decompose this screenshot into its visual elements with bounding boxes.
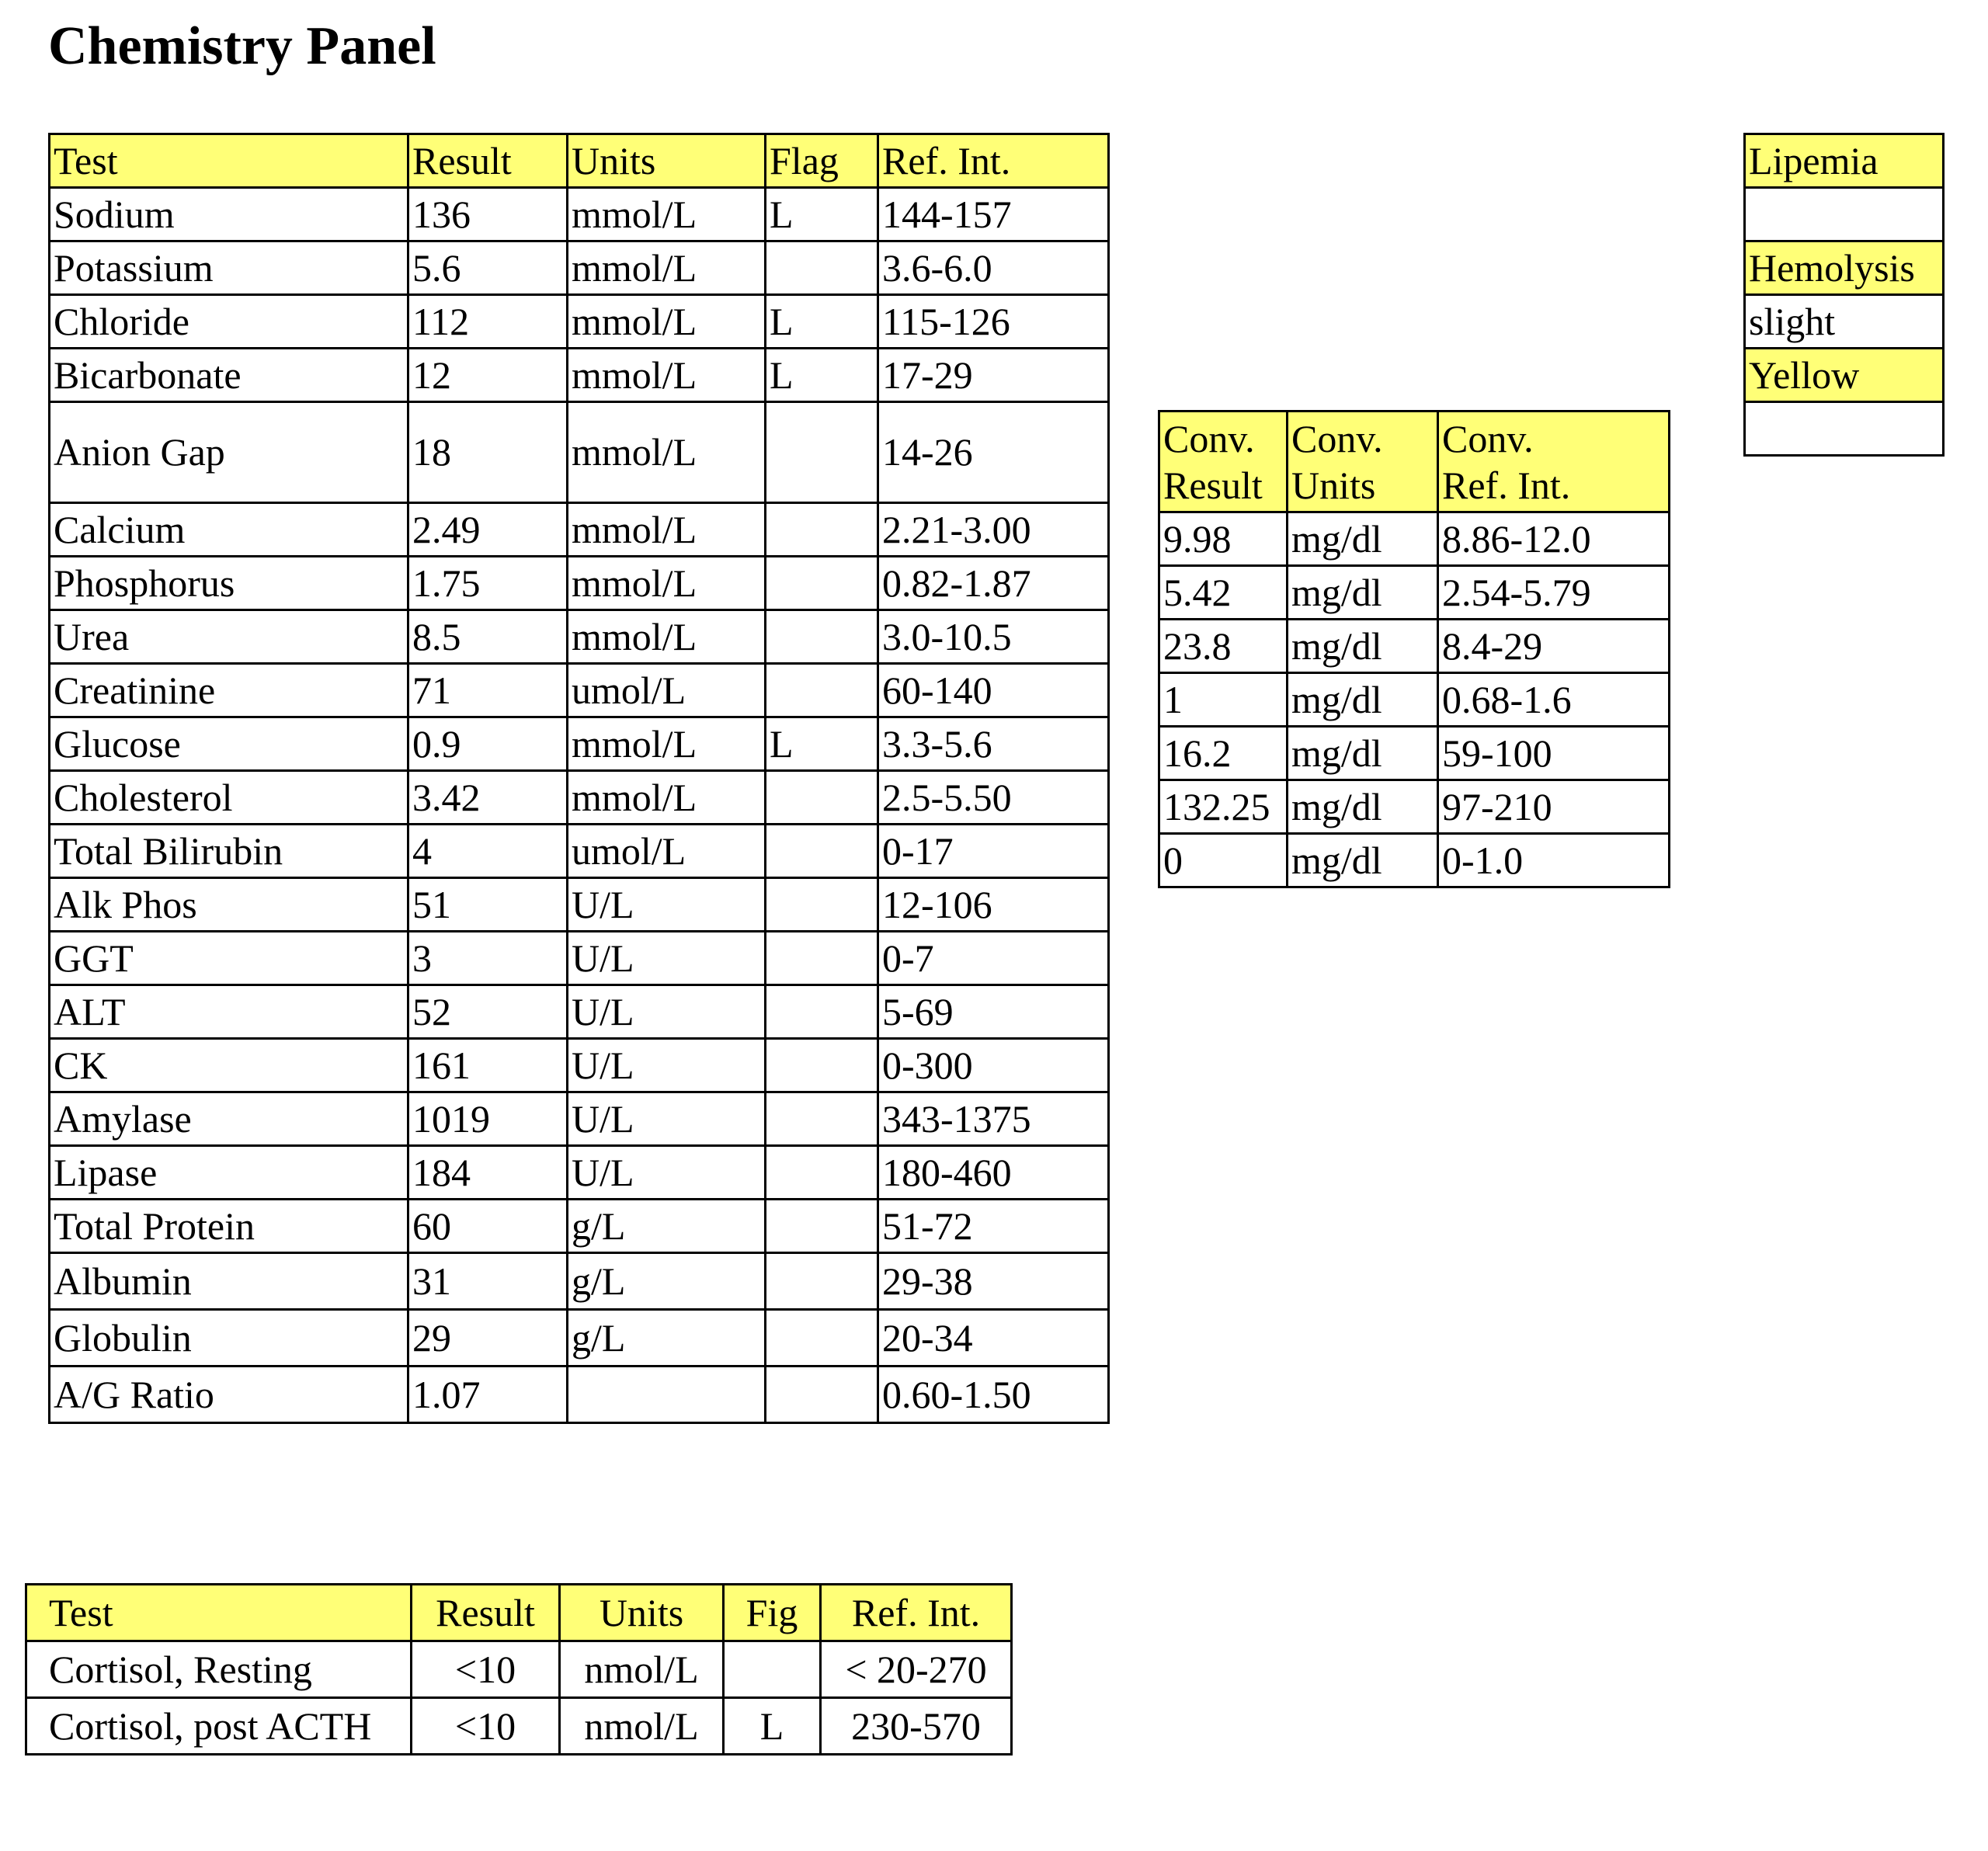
- flag-cell: L: [766, 717, 878, 771]
- units-cell: mmol/L: [568, 295, 766, 349]
- result-cell: 18: [408, 402, 568, 503]
- table-row: [50, 1092, 1109, 1146]
- ref-int-cell: 29-38: [878, 1253, 1109, 1310]
- column-header: Fig: [724, 1585, 821, 1641]
- units-cell: U/L: [568, 1146, 766, 1200]
- table-row: [1159, 780, 1670, 834]
- table-row: [1159, 727, 1670, 780]
- ref-int-cell: 51-72: [878, 1200, 1109, 1253]
- header-line: Result: [1163, 463, 1263, 507]
- table-row: [1159, 834, 1670, 887]
- ref-int-cell: 0.82-1.87: [878, 557, 1109, 610]
- conv-result-cell: 0: [1159, 834, 1288, 887]
- table-row: [50, 503, 1109, 557]
- conv-ref-int-cell: 0-1.0: [1438, 834, 1670, 887]
- column-header: [1438, 412, 1670, 512]
- conv-ref-int-cell: 59-100: [1438, 727, 1670, 780]
- test-name-cell: Sodium: [50, 188, 408, 241]
- column-header: Units: [568, 134, 766, 188]
- flag-cell: [766, 1039, 878, 1092]
- flag-cell: [766, 878, 878, 932]
- ref-int-cell: 5-69: [878, 985, 1109, 1039]
- column-header: Units: [560, 1585, 724, 1641]
- ref-int-cell: 230-570: [821, 1698, 1012, 1755]
- conv-units-cell: mg/dl: [1288, 834, 1438, 887]
- result-cell: 0.9: [408, 717, 568, 771]
- units-cell: U/L: [568, 1092, 766, 1146]
- header-line: Conv.: [1163, 416, 1255, 460]
- conv-ref-int-cell: 8.86-12.0: [1438, 512, 1670, 566]
- ref-int-cell: 60-140: [878, 664, 1109, 717]
- test-name-cell: Lipase: [50, 1146, 408, 1200]
- column-header: [1159, 412, 1288, 512]
- result-cell: 51: [408, 878, 568, 932]
- conv-units-cell: mg/dl: [1288, 512, 1438, 566]
- result-cell: 12: [408, 349, 568, 402]
- result-cell: <10: [412, 1641, 560, 1698]
- result-cell: 161: [408, 1039, 568, 1092]
- table-row: [1159, 620, 1670, 673]
- test-name-cell: Cholesterol: [50, 771, 408, 825]
- lipemia-value: [1745, 188, 1944, 241]
- table-row: [50, 557, 1109, 610]
- ref-int-cell: 0.60-1.50: [878, 1367, 1109, 1423]
- table-header-row: [26, 1585, 1012, 1641]
- units-cell: mmol/L: [568, 557, 766, 610]
- units-cell: [568, 1367, 766, 1423]
- ref-int-cell: 2.5-5.50: [878, 771, 1109, 825]
- conv-units-cell: mg/dl: [1288, 620, 1438, 673]
- ref-int-cell: < 20-270: [821, 1641, 1012, 1698]
- table-row: [50, 717, 1109, 771]
- table-row: [50, 1310, 1109, 1367]
- result-cell: 3.42: [408, 771, 568, 825]
- conv-result-cell: 1: [1159, 673, 1288, 727]
- result-cell: 3: [408, 932, 568, 985]
- flag-cell: L: [766, 349, 878, 402]
- flag-cell: [766, 503, 878, 557]
- result-cell: 52: [408, 985, 568, 1039]
- table-row: [50, 1039, 1109, 1092]
- ref-int-cell: 17-29: [878, 349, 1109, 402]
- conv-result-cell: 132.25: [1159, 780, 1288, 834]
- header-line: Conv.: [1442, 416, 1534, 460]
- result-cell: 2.49: [408, 503, 568, 557]
- flag-cell: [766, 1146, 878, 1200]
- table-row: [50, 825, 1109, 878]
- result-cell: 8.5: [408, 610, 568, 664]
- conv-units-cell: mg/dl: [1288, 727, 1438, 780]
- test-name-cell: ALT: [50, 985, 408, 1039]
- units-cell: nmol/L: [560, 1641, 724, 1698]
- test-name-cell: Cortisol, Resting: [26, 1641, 412, 1698]
- test-name-cell: Amylase: [50, 1092, 408, 1146]
- flag-cell: L: [766, 188, 878, 241]
- units-cell: U/L: [568, 932, 766, 985]
- result-cell: 1.75: [408, 557, 568, 610]
- conv-result-cell: 23.8: [1159, 620, 1288, 673]
- ref-int-cell: 20-34: [878, 1310, 1109, 1367]
- flag-cell: [766, 985, 878, 1039]
- conv-ref-int-cell: 97-210: [1438, 780, 1670, 834]
- units-cell: mmol/L: [568, 188, 766, 241]
- units-cell: g/L: [568, 1310, 766, 1367]
- ref-int-cell: 3.3-5.6: [878, 717, 1109, 771]
- column-header: Test: [50, 134, 408, 188]
- units-cell: mmol/L: [568, 717, 766, 771]
- header-line: Conv.: [1291, 416, 1383, 460]
- flag-cell: [766, 1310, 878, 1367]
- cortisol-table: [25, 1583, 1013, 1755]
- result-cell: 5.6: [408, 241, 568, 295]
- units-cell: U/L: [568, 878, 766, 932]
- table-row: [50, 932, 1109, 985]
- conv-result-cell: 5.42: [1159, 566, 1288, 620]
- test-name-cell: Urea: [50, 610, 408, 664]
- test-name-cell: Calcium: [50, 503, 408, 557]
- flag-cell: [766, 610, 878, 664]
- table-row: [50, 771, 1109, 825]
- units-cell: nmol/L: [560, 1698, 724, 1755]
- ref-int-cell: 0-17: [878, 825, 1109, 878]
- result-cell: 4: [408, 825, 568, 878]
- table-row: [26, 1698, 1012, 1755]
- flag-cell: [766, 825, 878, 878]
- units-cell: mmol/L: [568, 610, 766, 664]
- flag-cell: L: [766, 295, 878, 349]
- column-header: Flag: [766, 134, 878, 188]
- flag-cell: [766, 241, 878, 295]
- column-header: Test: [26, 1585, 412, 1641]
- units-cell: mmol/L: [568, 771, 766, 825]
- flag-cell: [766, 932, 878, 985]
- conv-units-cell: mg/dl: [1288, 780, 1438, 834]
- table-row: [1159, 566, 1670, 620]
- table-row: [50, 878, 1109, 932]
- table-row: [50, 1146, 1109, 1200]
- ref-int-cell: 144-157: [878, 188, 1109, 241]
- ref-int-cell: 14-26: [878, 402, 1109, 503]
- result-cell: 136: [408, 188, 568, 241]
- units-cell: g/L: [568, 1253, 766, 1310]
- table-row: [50, 402, 1109, 503]
- test-name-cell: GGT: [50, 932, 408, 985]
- flag-cell: [766, 1200, 878, 1253]
- test-name-cell: Potassium: [50, 241, 408, 295]
- test-name-cell: CK: [50, 1039, 408, 1092]
- chemistry-table: [48, 133, 1110, 1424]
- units-cell: mmol/L: [568, 241, 766, 295]
- column-header: Ref. Int.: [821, 1585, 1012, 1641]
- test-name-cell: Creatinine: [50, 664, 408, 717]
- result-cell: <10: [412, 1698, 560, 1755]
- test-name-cell: A/G Ratio: [50, 1367, 408, 1423]
- header-line: Ref. Int.: [1442, 463, 1571, 507]
- test-name-cell: Alk Phos: [50, 878, 408, 932]
- header-line: Units: [1291, 463, 1376, 507]
- table-header-row: [1159, 412, 1670, 512]
- page-title: Chemistry Panel: [48, 16, 436, 76]
- conv-units-cell: mg/dl: [1288, 673, 1438, 727]
- column-header: [1288, 412, 1438, 512]
- test-name-cell: Chloride: [50, 295, 408, 349]
- table-row: [50, 295, 1109, 349]
- result-cell: 31: [408, 1253, 568, 1310]
- ref-int-cell: 2.21-3.00: [878, 503, 1109, 557]
- units-cell: U/L: [568, 985, 766, 1039]
- flag-cell: [766, 1092, 878, 1146]
- ref-int-cell: 0-7: [878, 932, 1109, 985]
- conv-result-cell: 9.98: [1159, 512, 1288, 566]
- flag-cell: [724, 1641, 821, 1698]
- lipemia-label: Lipemia: [1745, 134, 1944, 188]
- table-row: [50, 188, 1109, 241]
- table-row: [50, 241, 1109, 295]
- test-name-cell: Glucose: [50, 717, 408, 771]
- ref-int-cell: 343-1375: [878, 1092, 1109, 1146]
- ref-int-cell: 3.0-10.5: [878, 610, 1109, 664]
- table-row: [50, 985, 1109, 1039]
- flag-cell: [766, 557, 878, 610]
- units-cell: umol/L: [568, 825, 766, 878]
- test-name-cell: Total Bilirubin: [50, 825, 408, 878]
- hemolysis-value: slight: [1745, 295, 1944, 349]
- result-cell: 184: [408, 1146, 568, 1200]
- result-cell: 1.07: [408, 1367, 568, 1423]
- test-name-cell: Bicarbonate: [50, 349, 408, 402]
- conv-ref-int-cell: 8.4-29: [1438, 620, 1670, 673]
- icterus-label: Yellow: [1745, 349, 1944, 402]
- conv-ref-int-cell: 0.68-1.6: [1438, 673, 1670, 727]
- table-row: [50, 1200, 1109, 1253]
- result-cell: 60: [408, 1200, 568, 1253]
- table-row: [50, 349, 1109, 402]
- table-row: [50, 1253, 1109, 1310]
- table-row: [1159, 673, 1670, 727]
- units-cell: mmol/L: [568, 503, 766, 557]
- test-name-cell: Albumin: [50, 1253, 408, 1310]
- result-cell: 71: [408, 664, 568, 717]
- table-row: [26, 1641, 1012, 1698]
- units-cell: mmol/L: [568, 402, 766, 503]
- conv-ref-int-cell: 2.54-5.79: [1438, 566, 1670, 620]
- conv-result-cell: 16.2: [1159, 727, 1288, 780]
- units-cell: g/L: [568, 1200, 766, 1253]
- conv-units-cell: mg/dl: [1288, 566, 1438, 620]
- test-name-cell: Globulin: [50, 1310, 408, 1367]
- result-cell: 29: [408, 1310, 568, 1367]
- ref-int-cell: 0-300: [878, 1039, 1109, 1092]
- column-header: Result: [412, 1585, 560, 1641]
- units-cell: umol/L: [568, 664, 766, 717]
- units-cell: mmol/L: [568, 349, 766, 402]
- table-header-row: [50, 134, 1109, 188]
- ref-int-cell: 12-106: [878, 878, 1109, 932]
- flag-cell: [766, 402, 878, 503]
- ref-int-cell: 180-460: [878, 1146, 1109, 1200]
- test-name-cell: Anion Gap: [50, 402, 408, 503]
- table-row: [50, 1367, 1109, 1423]
- flag-cell: [766, 664, 878, 717]
- hemolysis-label: Hemolysis: [1745, 241, 1944, 295]
- ref-int-cell: 3.6-6.0: [878, 241, 1109, 295]
- test-name-cell: Cortisol, post ACTH: [26, 1698, 412, 1755]
- table-row: [1159, 512, 1670, 566]
- conversion-table: [1158, 410, 1670, 888]
- flag-cell: [766, 771, 878, 825]
- flag-cell: [766, 1253, 878, 1310]
- sample-quality-table: [1743, 133, 1945, 457]
- table-row: [50, 664, 1109, 717]
- icterus-value: [1745, 402, 1944, 456]
- flag-cell: L: [724, 1698, 821, 1755]
- test-name-cell: Total Protein: [50, 1200, 408, 1253]
- result-cell: 112: [408, 295, 568, 349]
- column-header: Ref. Int.: [878, 134, 1109, 188]
- test-name-cell: Phosphorus: [50, 557, 408, 610]
- flag-cell: [766, 1367, 878, 1423]
- ref-int-cell: 115-126: [878, 295, 1109, 349]
- units-cell: U/L: [568, 1039, 766, 1092]
- result-cell: 1019: [408, 1092, 568, 1146]
- column-header: Result: [408, 134, 568, 188]
- table-row: [50, 610, 1109, 664]
